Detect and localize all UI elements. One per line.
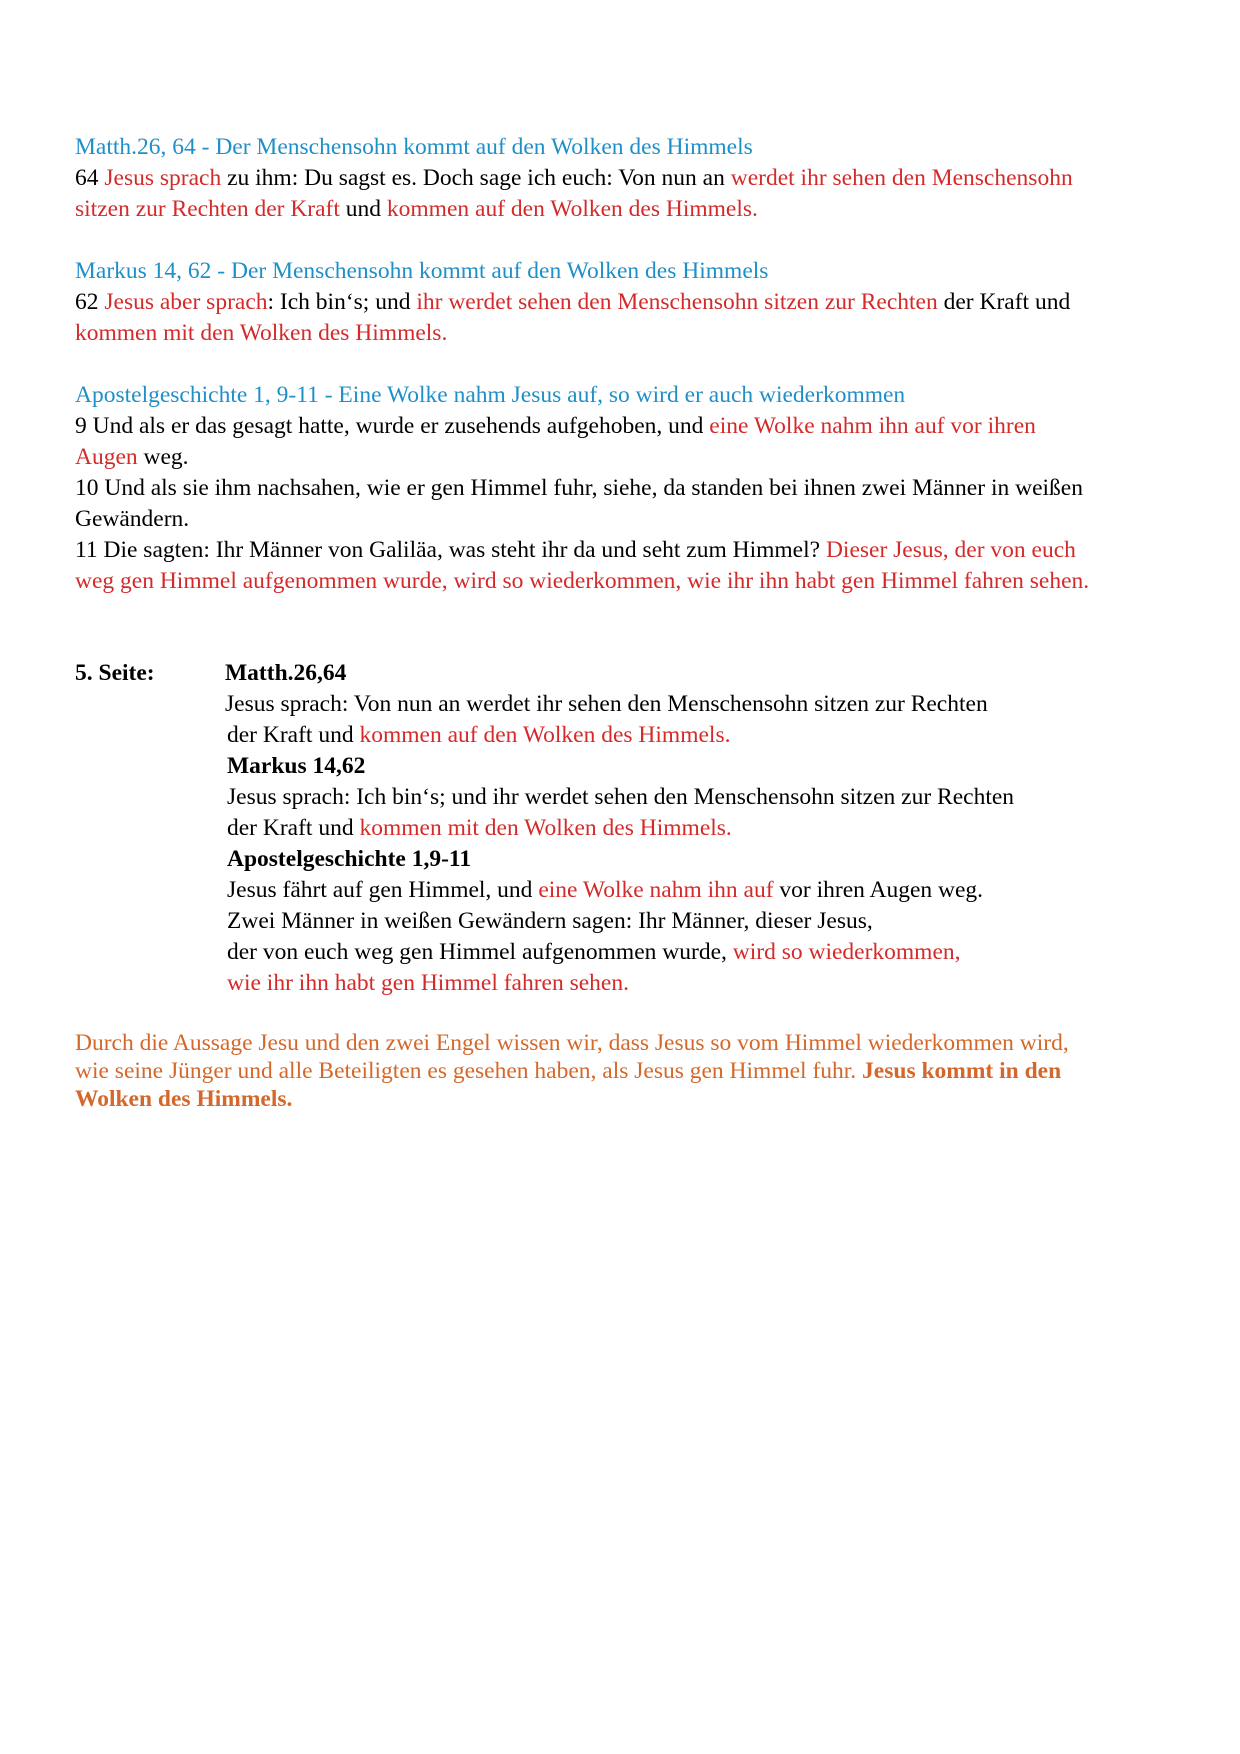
summary-markus-title: Markus 14,62: [227, 753, 366, 779]
verse-text: der Kraft und: [227, 722, 360, 748]
apg-verse-line-5: [75, 535, 1076, 565]
verse-text: der Kraft und: [227, 815, 360, 841]
markus-heading: Markus 14, 62 - Der Menschensohn kommt auf den Wolken des Himmels: [75, 258, 769, 284]
apg-verse-line-2: [75, 442, 189, 472]
summary-apg-title: Apostelgeschichte 1,9-11: [227, 846, 472, 872]
summary-markus-line-2: [227, 813, 732, 843]
highlight-text: werdet ihr sehen den Menschensohn: [730, 165, 1073, 191]
apg-verse-line-4: Gewändern.: [75, 506, 190, 532]
verse-text: der Kraft und: [937, 289, 1071, 315]
verse-text: und: [339, 196, 387, 222]
verse-text: Jesus fährt auf gen Himmel, und: [227, 877, 539, 903]
markus-verse-line-2: kommen mit den Wolken des Himmels.: [75, 320, 448, 346]
matth-heading: Matth.26, 64 - Der Menschensohn kommt auf den Wolken des Himmels: [75, 134, 753, 160]
summary-apg-line-1: [227, 875, 983, 905]
verse-number: 64: [75, 165, 105, 191]
summary-matth-line-2: [227, 720, 730, 750]
matth-verse-line-1: [75, 163, 1073, 193]
highlight-text: kommen mit den Wolken des Himmels.: [359, 815, 732, 841]
verse-text: 9 Und als er das gesagt hatte, wurde er zusehends aufgehoben, und: [75, 413, 710, 439]
highlight-text: eine Wolke nahm ihn auf vor ihren: [709, 413, 1036, 439]
summary-apg-line-2: Zwei Männer in weißen Gewändern sagen: Ihr Männer, dieser Jesus,: [227, 908, 873, 934]
highlight-text: eine Wolke nahm ihn auf: [538, 877, 774, 903]
verse-text: weg.: [137, 444, 189, 470]
summary-matth-title: Matth.26,64: [225, 660, 347, 686]
conclusion-line-1: Durch die Aussage Jesu und den zwei Engel wissen wir, dass Jesus so vom Himmel wiederkommen wird,: [75, 1030, 1069, 1056]
conclusion-line-3: Wolken des Himmels.: [75, 1086, 293, 1112]
apg-heading: Apostelgeschichte 1, 9-11 - Eine Wolke nahm Jesus auf, so wird er auch wiederkommen: [75, 382, 906, 408]
conclusion-line-2: [75, 1057, 1061, 1085]
highlight-text: Dieser Jesus, der von euch: [825, 537, 1076, 563]
summary-apg-line-3: [227, 937, 961, 967]
verse-text: vor ihren Augen weg.: [773, 877, 984, 903]
highlight-text: kommen auf den Wolken des Himmels.: [359, 722, 731, 748]
highlight-text: wird so wiederkommen,: [732, 939, 961, 965]
summary-matth-line-1: Jesus sprach: Von nun an werdet ihr sehen den Menschensohn sitzen zur Rechten: [225, 691, 988, 717]
apg-verse-line-1: [75, 411, 1036, 441]
markus-verse-line-1: [75, 287, 1070, 317]
matth-verse-line-2: [75, 194, 758, 224]
summary-markus-line-1: Jesus sprach: Ich bin‘s; und ihr werdet sehen den Menschensohn sitzen zur Rechten: [227, 784, 1015, 810]
verse-text: der von euch weg gen Himmel aufgenommen wurde,: [227, 939, 733, 965]
verse-text: : Ich bin‘s; und: [267, 289, 417, 315]
highlight-text: Jesus aber sprach: [104, 289, 268, 315]
summary-apg-line-4: wie ihr ihn habt gen Himmel fahren sehen.: [227, 970, 629, 996]
conclusion-emphasis: Jesus kommt in den: [862, 1058, 1062, 1084]
apg-verse-line-6: weg gen Himmel aufgenommen wurde, wird so wiederkommen, wie ihr ihn habt gen Himmel fahren sehen.: [75, 568, 1090, 594]
verse-text: zu ihm: Du sagst es. Doch sage ich euch: Von nun an: [221, 165, 731, 191]
highlight-text: kommen auf den Wolken des Himmels.: [386, 196, 758, 222]
page-label: 5. Seite:: [75, 660, 155, 686]
apg-verse-line-3: 10 Und als sie ihm nachsahen, wie er gen Himmel fuhr, siehe, da standen bei ihnen zwei Männer in weißen: [75, 475, 1083, 501]
highlight-text: Augen: [75, 444, 138, 470]
verse-text: 11 Die sagten: Ihr Männer von Galiläa, was steht ihr da und seht zum Himmel?: [75, 537, 826, 563]
verse-number: 62: [75, 289, 105, 315]
highlight-text: ihr werdet sehen den Menschensohn sitzen zur Rechten: [416, 289, 938, 315]
conclusion-text: wie seine Jünger und alle Beteiligten es gesehen haben, als Jesus gen Himmel fuhr.: [75, 1058, 863, 1084]
highlight-text: sitzen zur Rechten der Kraft: [75, 196, 340, 222]
highlight-text: Jesus sprach: [104, 165, 222, 191]
